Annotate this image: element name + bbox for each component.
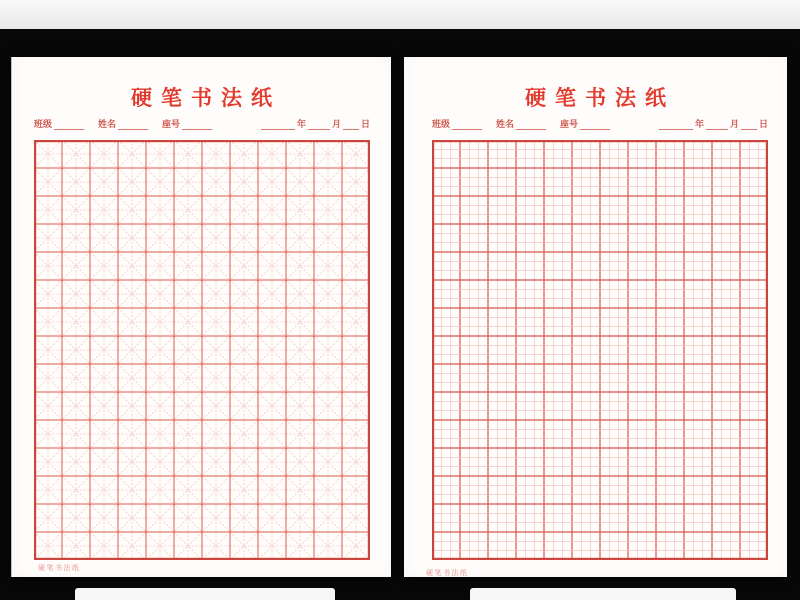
sheet-footer: 硬笔书法纸 xyxy=(38,564,81,572)
mizige-grid xyxy=(34,140,370,560)
blank-line xyxy=(516,126,546,130)
top-gray-strip xyxy=(0,0,800,29)
blank-line xyxy=(118,126,148,130)
blank-line xyxy=(452,126,482,130)
class-label: 班级 xyxy=(34,120,53,130)
blank-line xyxy=(659,126,693,130)
sheet-header-fields xyxy=(432,121,768,130)
month-label: 月 xyxy=(729,120,739,130)
seat-field xyxy=(560,121,612,130)
month-label: 月 xyxy=(331,120,341,130)
name-label: 姓名 xyxy=(496,120,515,130)
seat-label: 座号 xyxy=(162,120,181,130)
day-label: 日 xyxy=(758,120,768,130)
date-field xyxy=(259,121,370,130)
sheet-title: 硬笔书法纸 xyxy=(525,86,675,110)
blank-line xyxy=(343,126,359,130)
name-label: 姓名 xyxy=(98,120,117,130)
blank-line xyxy=(54,126,84,130)
name-field xyxy=(496,121,548,130)
class-field xyxy=(432,121,484,130)
seat-field xyxy=(162,121,214,130)
blank-line xyxy=(580,126,610,130)
date-field xyxy=(657,121,768,130)
bottom-thumbnail xyxy=(470,588,736,600)
blank-line xyxy=(308,126,330,130)
class-field xyxy=(34,121,86,130)
year-label: 年 xyxy=(694,120,704,130)
square-grid xyxy=(432,140,768,560)
sheet-header-fields xyxy=(34,121,370,130)
sheet-title: 硬笔书法纸 xyxy=(131,86,281,110)
class-label: 班级 xyxy=(432,120,451,130)
blank-line xyxy=(182,126,212,130)
sheet-footer: 硬笔书法纸 xyxy=(426,569,469,577)
day-label: 日 xyxy=(360,120,370,130)
bottom-thumbnail xyxy=(75,588,335,600)
blank-line xyxy=(261,126,295,130)
calligraphy-sheet-square xyxy=(404,57,787,577)
year-label: 年 xyxy=(296,120,306,130)
calligraphy-sheet-mizige xyxy=(11,57,391,577)
seat-label: 座号 xyxy=(560,120,579,130)
blank-line xyxy=(706,126,728,130)
name-field xyxy=(98,121,150,130)
blank-line xyxy=(741,126,757,130)
